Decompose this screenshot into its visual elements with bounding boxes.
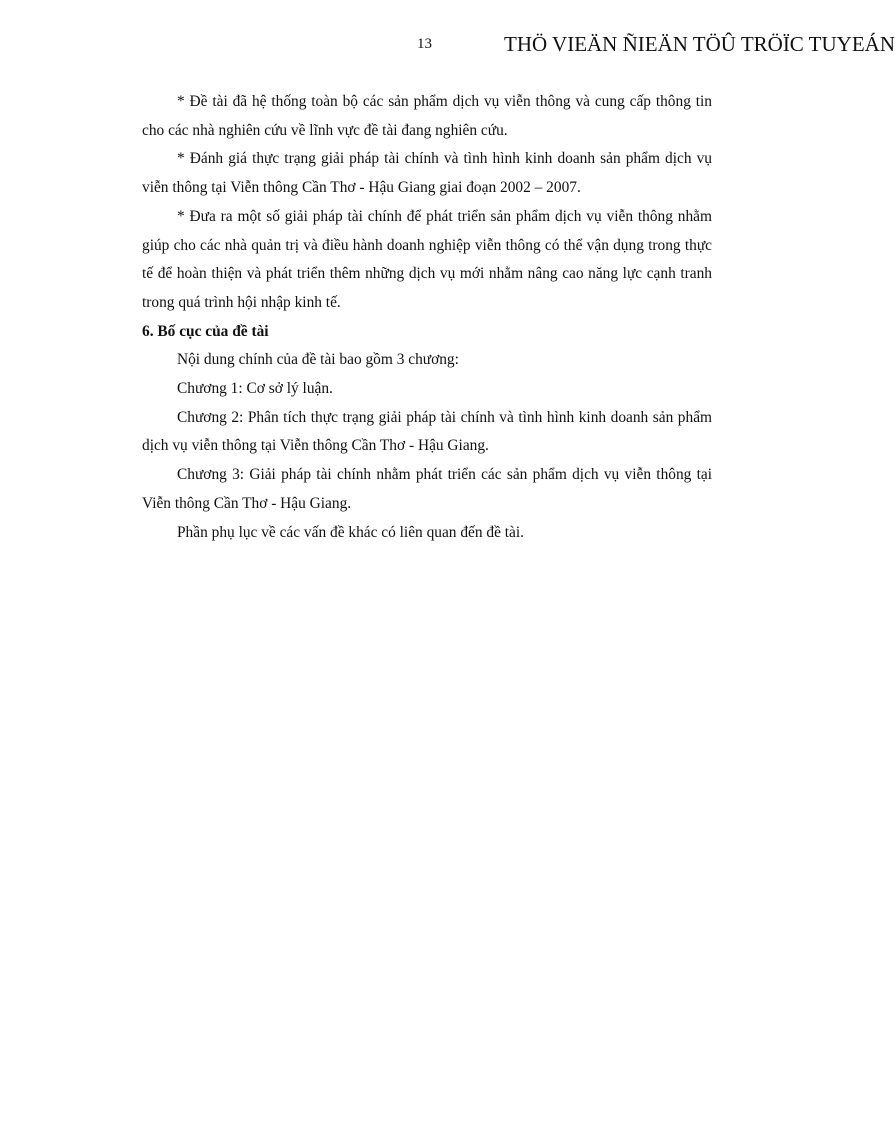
page-number: 13 [417, 36, 432, 52]
paragraph-bullet-3: * Đưa ra một số giải pháp tài chính để phát triển sản phẩm dịch vụ viễn thông nhằm giúp cho các nhà quản trị và điều hành doanh nghiệp viễn thông có thể vận dụng trong thực tế để hoàn thiện và phát triển thêm những dịch vụ mới nhằm nâng cao năng lực cạnh tranh trong quá trình hội nhập kinh tế. [142, 207, 712, 311]
paragraph-chapter-2: Chương 2: Phân tích thực trạng giải pháp tài chính và tình hình kinh doanh sản phẩm dịch vụ viễn thông tại Viễn thông Cần Thơ - Hậu Giang. [142, 408, 712, 455]
paragraph-appendix: Phần phụ lục về các vấn đề khác có liên quan đến đề tài. [177, 523, 525, 541]
paragraph-chapter-1: Chương 1: Cơ sở lý luận. [177, 380, 333, 398]
running-header-title: THÖ VIEÄN ÑIEÄN TÖÛ TRÖÏC TUYEÁN [504, 32, 895, 56]
section-heading: 6. Bố cục của đề tài [142, 322, 269, 340]
paragraph-bullet-1: * Đề tài đã hệ thống toàn bộ các sản phẩm dịch vụ viễn thông và cung cấp thông tin cho các nhà nghiên cứu về lĩnh vực đề tài đang nghiên cứu. [142, 93, 712, 139]
paragraph-bullet-2: * Đánh giá thực trạng giải pháp tài chính và tình hình kinh doanh sản phẩm dịch vụ viễn thông tại Viễn thông Cần Thơ - Hậu Giang giai đoạn 2002 – 2007. [142, 150, 712, 197]
document-body [142, 88, 712, 547]
paragraph-intro: Nội dung chính của đề tài bao gồm 3 chương: [177, 351, 459, 369]
paragraph-chapter-3: Chương 3: Giải pháp tài chính nhằm phát triển các sản phẩm dịch vụ viễn thông tại Viễn thông Cần Thơ - Hậu Giang. [142, 466, 712, 512]
